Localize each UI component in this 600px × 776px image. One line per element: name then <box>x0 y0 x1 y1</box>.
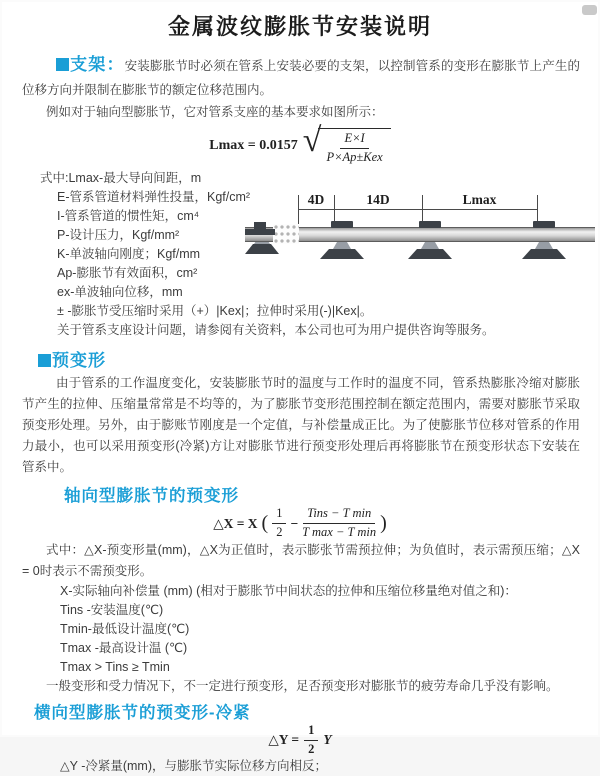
scrollbar-thumb[interactable] <box>582 5 597 15</box>
sqrt-radical-icon: √ <box>302 122 322 160</box>
support-base <box>320 249 364 259</box>
support-base <box>522 249 566 259</box>
formula-lhs: △X = X <box>213 515 258 531</box>
predeform-section-header-row <box>38 346 600 371</box>
half-denominator: 2 <box>276 525 283 540</box>
temp-numerator: Tins − T min <box>303 506 375 524</box>
lateral-predeform-formula <box>0 723 600 756</box>
minus-operator: − <box>290 515 299 531</box>
support-clamp <box>331 221 353 228</box>
axial-note: 一般变形和受力情况下，不一定进行预变形，足否预变形对膨胀节的疲劳寿命几乎没有影响。 <box>46 678 559 693</box>
formula-denominator: P×Ap±Kex <box>326 150 383 165</box>
close-paren: ) <box>380 512 387 535</box>
support-intro-text: 安装膨胀节时必须在管系上安装必要的支架，以控制管系的变形在膨胀节上产生的位移方向并限制在膨胀节的额定位移范围内。 <box>22 59 580 97</box>
definition-line: Ap-膨胀节有效面积，cm² <box>57 265 198 280</box>
square-root <box>302 122 391 165</box>
page-title: 金属波纹膨胀节安装说明 <box>167 14 432 39</box>
axial-predeform-formula <box>0 508 600 540</box>
plusminus-note: ± -膨胀节受压缩时采用（+）|Kex|；拉伸时采用(-)|Kex|。 <box>57 303 373 318</box>
lateral-predeform-subheader: 横向型膨胀节的预变形-冷紧 <box>34 704 251 723</box>
dim-label-4d: 4D <box>307 191 325 207</box>
definition-line: K-单波轴向刚度；Kgf/mm <box>57 246 201 261</box>
anchor-base <box>245 244 279 254</box>
section-marker-icon <box>56 58 69 71</box>
definitions-and-diagram <box>40 169 580 340</box>
definition-line: P-设计压力，Kgf/mm² <box>57 227 180 242</box>
support-example-line: 例如对于轴向型膨胀节，它对管系支座的基本要求如图所示： <box>46 104 384 119</box>
half-denominator: 2 <box>308 741 315 756</box>
variable-line: Tmin-最低设计温度(℃) <box>60 621 190 636</box>
definition-line: I-管系管道的惯性矩，cm⁴ <box>57 208 200 223</box>
variable-line: X-实际轴向补偿量 (mm) (相对于膨胀节中间状态的拉伸和压缩位移量绝对值之和)： <box>60 583 517 598</box>
definition-line: 式中:Lmax-最大导向间距，m <box>40 170 202 185</box>
support-clamp <box>419 221 441 228</box>
support-neck <box>333 242 351 249</box>
half-numerator: 1 <box>304 723 318 741</box>
temp-denominator: T max − T min <box>302 525 377 540</box>
definition-line: ex-单波轴向位移，mm <box>57 284 183 299</box>
support-neck <box>535 242 553 249</box>
support-intro-paragraph <box>22 51 580 101</box>
support-base <box>408 249 452 259</box>
variable-line: Tins -安装温度(℃) <box>60 602 164 617</box>
axial-variable-list <box>60 582 580 677</box>
formula-lhs: △Y = <box>268 732 300 748</box>
dim-label-lmax: Lmax <box>462 191 497 207</box>
section-marker-icon <box>38 354 51 367</box>
formula-lhs: Lmax = 0.0157 <box>209 137 298 153</box>
lateral-note: △Y -冷紧量(mm)，与膨胀节实际位移方向相反； <box>60 759 328 774</box>
half-numerator: 1 <box>272 506 286 524</box>
support-clamp <box>533 221 555 228</box>
consult-note: 关于管系支座设计问题，请参阅有关资料，本公司也可为用户提供咨询等服务。 <box>57 322 495 337</box>
formula-rhs: Y <box>323 732 332 748</box>
bellows-expansion-joint <box>273 224 299 244</box>
pipe-support-diagram <box>245 193 597 289</box>
support-neck <box>421 242 439 249</box>
definition-line: E-管系管道材料弹性投量，Kgf/cm² <box>57 189 251 204</box>
open-paren: ( <box>261 512 269 535</box>
anchor-bar <box>245 229 275 235</box>
dim-label-14d: 14D <box>366 191 390 207</box>
axial-predeform-subheader: 轴向型膨胀节的预变形 <box>64 486 239 505</box>
lmax-formula <box>0 122 600 166</box>
variable-line: Tmax -最高设计温 (℃) <box>60 640 188 655</box>
support-section-header: 支架： <box>70 55 125 74</box>
variable-line: Tmax > Tins ≥ Tmin <box>60 659 170 674</box>
predeform-section-header: 预变形 <box>52 350 106 370</box>
formula-numerator: E×I <box>340 131 368 149</box>
axial-formula-explanation: 式中：△X-预变形量(mm)，△X为正值时，表示膨张节需预拉伸；为负值时，表示需预压缩；△X = 0时表示不需预变形。 <box>22 542 580 578</box>
predeform-paragraph: 由于管系的工作温度变化，安装膨胀节时的温度与工作时的温度不同，管系热膨胀冷缩对膨胀节产生的拉伸、压缩量常常是不均等的，为了膨胀节变形范围控制在额定范围内，需要对膨胀节采取预变形处理。另外，由于膨账节刚度是一个定值，与补偿量成正比。为了使膨胀节位移对管系的作用力最小，也可以采用预变形(冷紧)方让对膨胀节进行预变形处理后再将膨胀节在预变形状态下安装在管系中。 <box>22 375 580 474</box>
